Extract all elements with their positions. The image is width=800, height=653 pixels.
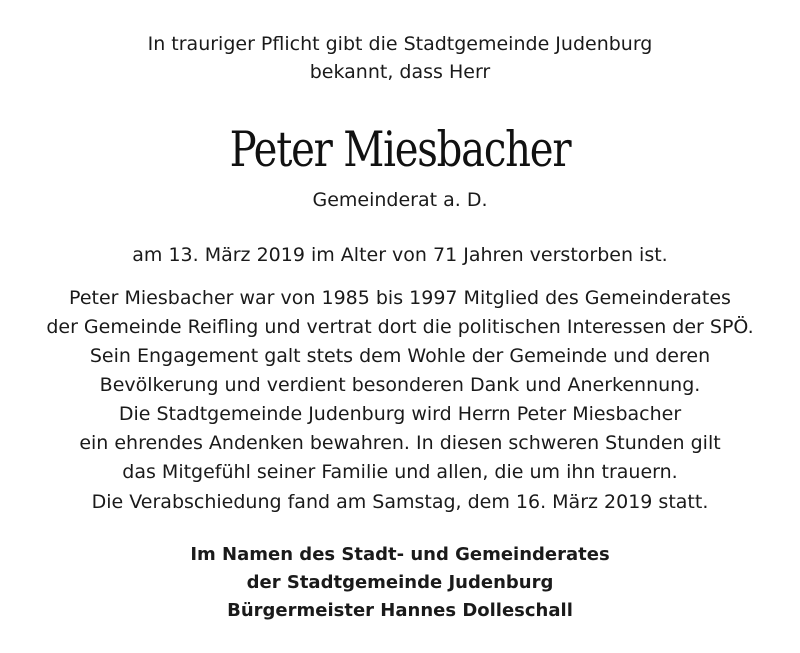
tribute-line: der Gemeinde Reifling und vertrat dort die politischen Interessen der SPÖ. [46, 316, 754, 338]
tribute-line: Bevölkerung und verdient besonderen Dank und Anerkennung. [99, 374, 701, 396]
tribute-line: das Mitgefühl seiner Familie und allen, die um ihn trauern. [122, 461, 678, 483]
intro-text [0, 30, 800, 86]
signature-line: Bürgermeister Hannes Dolleschall [227, 600, 573, 621]
tribute-line: Peter Miesbacher war von 1985 bis 1997 Mitglied des Gemeinderates [69, 287, 731, 309]
intro-line: bekannt, dass Herr [309, 61, 491, 83]
signature-line: der Stadtgemeinde Judenburg [246, 572, 554, 593]
deceased-title: Gemeinderat a. D. [312, 189, 488, 211]
death-statement: am 13. März 2019 im Alter von 71 Jahren verstorben ist. [132, 244, 668, 266]
tribute-line: Sein Engagement galt stets dem Wohle der Gemeinde und deren [89, 345, 711, 367]
signature-block [0, 541, 800, 625]
intro-line: In trauriger Pflicht gibt die Stadtgemeinde Judenburg [147, 33, 653, 55]
tribute-line: Die Stadtgemeinde Judenburg wird Herrn Peter Miesbacher [118, 403, 682, 425]
farewell-statement: Die Verabschiedung fand am Samstag, dem 16. März 2019 statt. [91, 491, 709, 513]
deceased-name: Peter Miesbacher [229, 121, 571, 178]
tribute-text [0, 284, 800, 487]
tribute-line: ein ehrendes Andenken bewahren. In diesen schweren Stunden gilt [79, 432, 721, 454]
signature-line: Im Namen des Stadt- und Gemeinderates [190, 544, 610, 565]
